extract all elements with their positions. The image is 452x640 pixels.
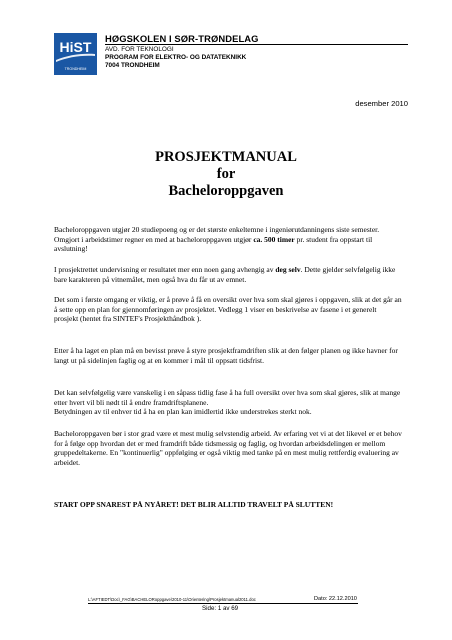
logo-subtext: TRONDHEIM	[64, 67, 87, 71]
paragraph-1-emphasis: ca. 500 timer	[253, 234, 295, 244]
title-line-3: Bacheloroppgaven	[168, 183, 284, 199]
paragraph-1-text: Bacheloroppgaven utgjør 20 studiepoeng og er det største enkeltemne i ingeniørutdanningens siste semester. Omgjort i arbeidstimer regner en med at bacheloroppgaven utgjør	[54, 225, 380, 244]
paragraph-2-emphasis: deg selv	[275, 265, 301, 274]
logo-text: HiST	[59, 39, 92, 55]
closing-callout	[54, 500, 402, 510]
paragraph-6	[54, 429, 402, 467]
paragraph-5-second-line: Betydningen av til enhver tid å ha en plan kan imidlertid ikke understrekes sterkt nok.	[54, 407, 312, 417]
paragraph-1-tail: pr. student fra oppstart til avslutning!	[54, 234, 373, 254]
closing-callout-text: START OPP SNAREST PÅ NYÅRET! DET BLIR ALLTID TRAVELT PÅ SLUTTEN!	[54, 500, 334, 509]
title-line-1: PROSJEKTMANUAL	[155, 149, 297, 165]
paragraph-5-text: Det kan selvfølgelig være vanskelig i en såpass tidlig fase å ha full oversikt over hva som skal gjøres, slik at mange etter hvert vil bli nødt til å endre framdriftsplanene.	[54, 388, 401, 407]
footer-page-number: Side: 1 av 69	[202, 605, 239, 612]
title-line-2: for	[216, 166, 236, 182]
paragraph-2-tail: . Dette gjelder selvfølgelig ikke bare karakteren på vitnemålet, men også hva du får ut av emnet.	[54, 265, 396, 284]
paragraph-2	[54, 265, 402, 284]
paragraph-4-text: Etter å ha laget en plan må en bevisst prøve å styre prosjektframdriften slik at den følger planen og ikke havner for langt ut på sidelinjen faglig og at en kommer i mål til oppsatt tidsfrist.	[54, 346, 398, 365]
paragraph-3-text: Det som i første omgang er viktig, er å prøve å få en oversikt over hva som skal gjøres i oppgaven, slik at det går an å sette opp en plan for gjennomføringen av prosjektet. Vedlegg 1 viser en beskrivelse av fasene i et generelt prosjekt (hentet fra SINTEF's Prosjekthåndbok ).	[54, 295, 402, 324]
footer-date: Dato: 22.12.2010	[314, 596, 357, 602]
paragraph-4	[54, 346, 402, 365]
institution-name: HØGSKOLEN I SØR-TRØNDELAG	[105, 33, 259, 44]
address: 7004 TRONDHEIM	[105, 62, 160, 69]
department-name: AVD. FOR TEKNOLOGI	[105, 46, 174, 53]
paragraph-6-text: Bacheloroppgaven bør i stor grad være et mest mulig selvstendig arbeid. Av erfaring vet vi at det likevel er et behov for å følge opp hvordan det er med framdrift både tidsmessig og faglig, og hvordan arbeidsdelingen er mellom gruppedeltakerne. En "kontinuerlig" oppfølging er også viktig med tanke på en mest mulig rettferdig evaluering av arbeidet.	[54, 429, 402, 467]
footer-rule	[88, 603, 358, 604]
paragraph-1	[54, 225, 402, 254]
header-rule	[105, 44, 408, 45]
footer-file-path: L:\AFTIEDT\Doc\_FAG\BACHELORoppgave\2010-11\Orientering\Prosjektmanual2011.doc	[88, 597, 256, 602]
hist-logo	[54, 33, 97, 75]
paragraph-3	[54, 295, 402, 324]
paragraph-5	[54, 388, 402, 417]
document-date: desember 2010	[355, 99, 408, 108]
paragraph-2-text: I prosjektrettet undervisning er resultatet mer enn noen gang avhengig av	[54, 265, 276, 274]
program-name: PROGRAM FOR ELEKTRO- OG DATATEKNIKK	[105, 54, 247, 61]
